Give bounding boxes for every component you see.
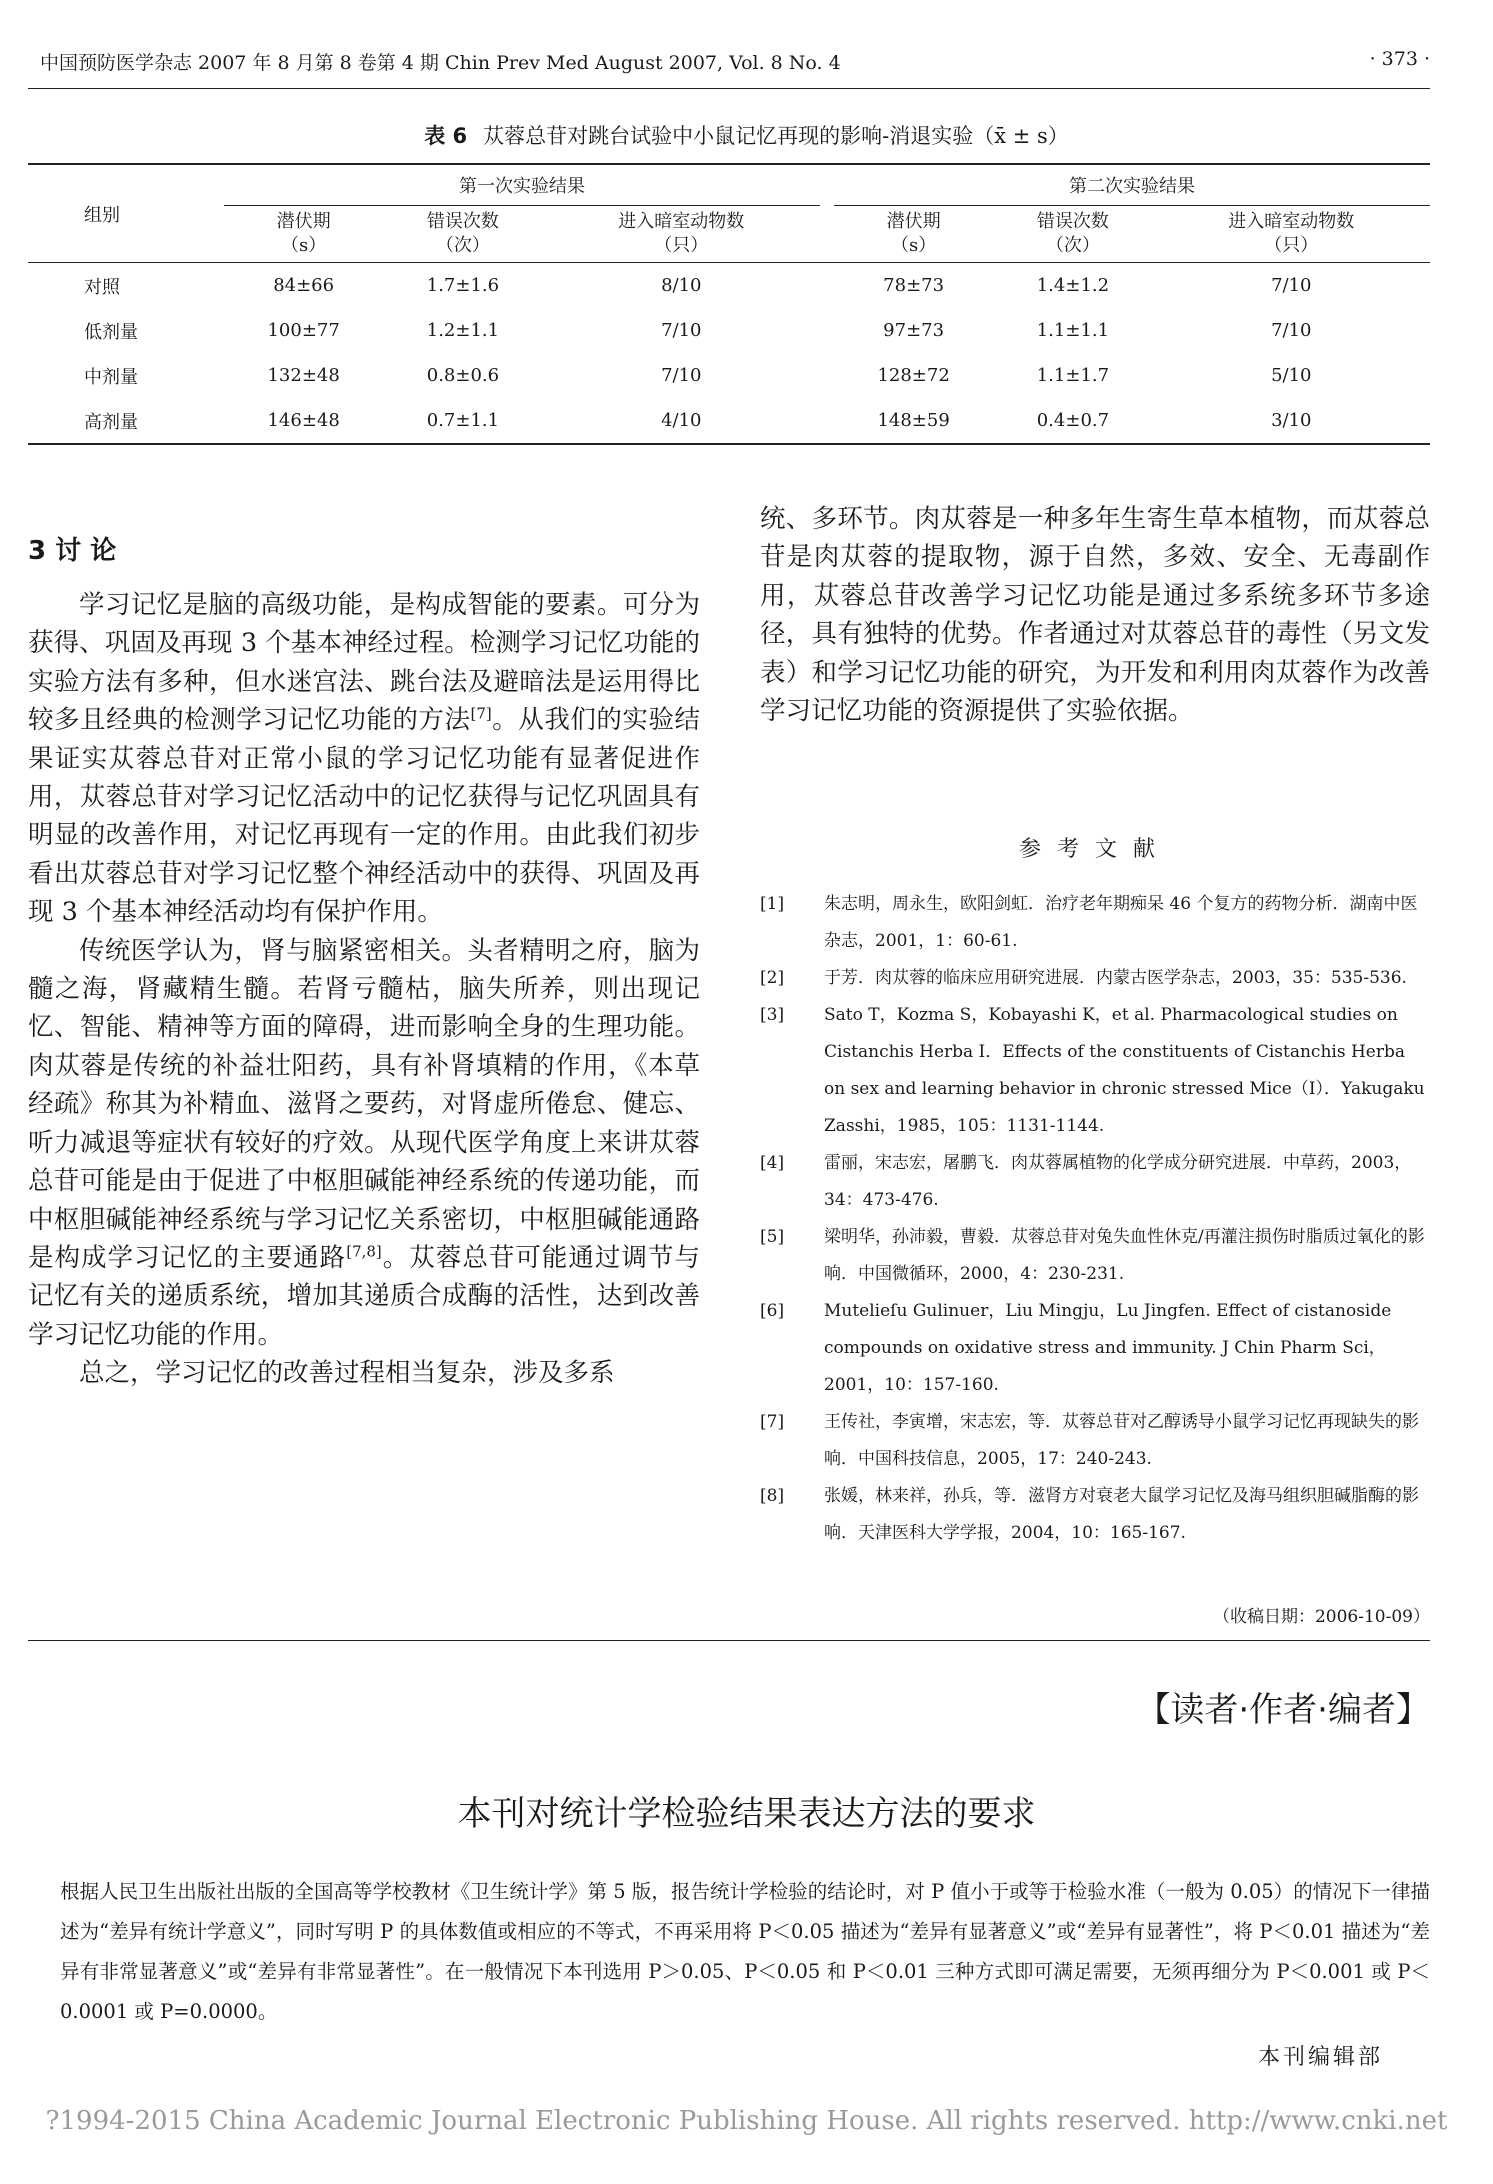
citation: [7] [470,704,492,723]
latency-header-2: 潜伏期 （s） [834,206,993,263]
errors-header-1: 错误次数 （次） [383,206,542,263]
section-rule [28,1640,1430,1641]
references-heading: 参考文献 [1018,837,1171,862]
table-caption-text: 苁蓉总苷对跳台试验中小鼠记忆再现的影响-消退实验（x̄ ± s） [483,124,1069,148]
table-row: 高剂量 146±48 0.7±1.1 4/10 148±59 0.4±0.7 3/10 [28,398,1430,444]
table-group-header-row [28,164,1430,206]
reference-item: [4] 雷丽，宋志宏，屠鹏飞．肉苁蓉属植物的化学成分研究进展．中草药，2003，34：473-476. [760,1153,1412,1210]
reference-item: [5] 梁明华，孙沛毅，曹毅．苁蓉总苷对兔失血性休克/再灌注损伤时脂质过氧化的影响．中国微循环，2000，4：230-231. [760,1227,1425,1284]
reference-item: [1] 朱志明，周永生，欧阳剑虹．治疗老年期痴呆 46 个复方的药物分析．湖南中医杂志，2001，1：60-61. [760,894,1418,951]
reference-item: [3] Sato T，Kozma S，Kobayashi K，et al. Pharmacological studies on Cistanchis Herba Ⅰ．Effects of the constituents of Cistanchis Herba on sex and learning behavior in chronic stressed Mice（Ⅰ）．Yakugaku Zasshi，1985，105：1131-1144. [760,1005,1425,1136]
received-date: （收稿日期：2006-10-09） [1212,1607,1430,1627]
citation: [7,8] [346,1242,382,1261]
paragraph: 根据人民卫生出版社出版的全国高等学校教材《卫生统计学》第 5 版，报告统计学检验的结论时，对 P 值小于或等于检验水准（一般为 0.05）的情况下一律描述为“差异有统计学意义”，同时写明 P 的具体数值或相应的不等式，不再采用将 P＜0.05 描述为“差异有显著意义”或“差异有显著性”，将 P＜0.01 描述为“差异有非常显著意义”或“差异有非常显著性”。在一般情况下本刊选用 P＞0.05、P＜0.05 和 P＜0.01 三种方式即可满足需要，无须再细分为 P＜0.001 或 P＜0.0001 或 P=0.0000。 [60,1880,1430,2023]
results-table [28,163,1430,445]
table-row: 低剂量 100±77 1.2±1.1 7/10 97±73 1.1±1.1 7/10 [84,320,1312,343]
errors-header-2: 错误次数 （次） [993,206,1152,263]
journal-citation: 中国预防医学杂志 2007 年 8 月第 8 卷第 4 期 Chin Prev Med August 2007, Vol. 8 No. 4 [40,52,841,74]
paragraph: 统、多环节。肉苁蓉是一种多年生寄生草本植物，而苁蓉总苷是肉苁蓉的提取物，源于自然，多效、安全、无毒副作用，苁蓉总苷改善学习记忆功能是通过多系统多环节多途径，具有独特的优势。作者通过对苁蓉总苷的毒性（另文发表）和学习记忆功能的研究，为开发和利用肉苁蓉作为改善学习记忆功能的资源提供了实验依据。 [760,504,1430,727]
table-row: 中剂量 132±48 0.8±0.6 7/10 128±72 1.1±1.7 5/10 [84,365,1312,388]
reference-item: [7] 王传社，李寅增，宋志宏，等．苁蓉总苷对乙醇诱导小鼠学习记忆再现缺失的影响．中国科技信息，2005，17：240-243. [760,1412,1419,1469]
section-heading: 3 讨 论 [28,536,117,566]
copyright-footer: ?1994-2015 China Academic Journal Electronic Publishing House. All rights reserved. http://www.cnki.net [45,2106,1448,2136]
exp2-header: 第二次实验结果 [834,164,1430,206]
exp1-header: 第一次实验结果 [224,164,820,206]
table-row: 对照 84±66 1.7±1.6 8/10 78±73 1.4±1.2 7/10 [84,275,1312,298]
reference-item: [8] 张媛，林来祥，孙兵，等．滋肾方对衰老大鼠学习记忆及海马组织胆碱脂酶的影响．天津医科大学学报，2004，10：165-167. [760,1486,1419,1543]
running-header [40,48,1430,82]
paragraph: 学习记忆是脑的高级功能，是构成智能的要素。可分为获得、巩固及再现 3 个基本神经过程。检测学习记忆功能的实验方法有多种，但水迷宫法、跳台法及避暗法是运用得比较多且经典的检测学习记忆功能的方法[7]。从我们的实验结果证实苁蓉总苷对正常小鼠的学习记忆功能有显著促进作用，苁蓉总苷对学习记忆活动中的记忆获得与记忆巩固具有明显的改善作用，对记忆再现有一定的作用。由此我们初步看出苁蓉总苷对学习记忆整个神经活动中的获得、巩固及再现 3 个基本神经活动均有保护作用。 [28,590,700,928]
dark-header-1: 进入暗室动物数 （只） [543,206,820,263]
notice-body [60,1872,1430,2032]
editorial-signature: 本刊编辑部 [1257,2045,1383,2070]
notice-title: 本刊对统计学检验结果表达方法的要求 [457,1794,1036,1834]
page-number: · 373 · [1369,48,1430,70]
table-caption [0,120,1493,150]
paragraph: 总之，学习记忆的改善过程相当复杂，涉及多系 [79,1358,615,1389]
latency-header-1: 潜伏期 （s） [224,206,383,263]
reference-item: [2] 于芳．肉苁蓉的临床应用研究进展．内蒙古医学杂志，2003，35：535-536. [760,968,1407,988]
group-column-header: 组别 [28,164,224,263]
paragraph: 传统医学认为，肾与脑紧密相关。头者精明之府，脑为髓之海，肾藏精生髓。若肾亏髓枯，脑失所养，则出现记忆、智能、精神等方面的障碍，进而影响全身的生理功能。肉苁蓉是传统的补益壮阳药，具有补肾填精的作用，《本草经疏》称其为补精血、滋肾之要药，对肾虚所倦怠、健忘、听力减退等症状有较好的疗效。从现代医学角度上来讲苁蓉总苷可能是由于促进了中枢胆碱能神经系统的传递功能，而中枢胆碱能神经系统与学习记忆关系密切，中枢胆碱能通路是构成学习记忆的主要通路[7,8]。苁蓉总苷可能通过调节与记忆有关的递质系统，增加其递质合成酶的活性，达到改善学习记忆功能的作用。 [28,935,700,1350]
reference-list [760,886,1430,1552]
dark-header-2: 进入暗室动物数 （只） [1153,206,1430,263]
column-name: 【读者·作者·编者】 [1136,1690,1430,1730]
reference-item: [6] Mutelieſu Gulinuer，Liu Mingju，Lu Jingfen. Effect of cistanoside compounds on oxidative stress and immunity. J Chin Pharm Sci，2001，10：157-160. [760,1301,1392,1395]
table-label: 表 6 [424,124,468,148]
right-column [760,500,1430,730]
left-column [28,586,700,1393]
table-subheader-row [28,206,1430,263]
header-rule [28,88,1430,89]
